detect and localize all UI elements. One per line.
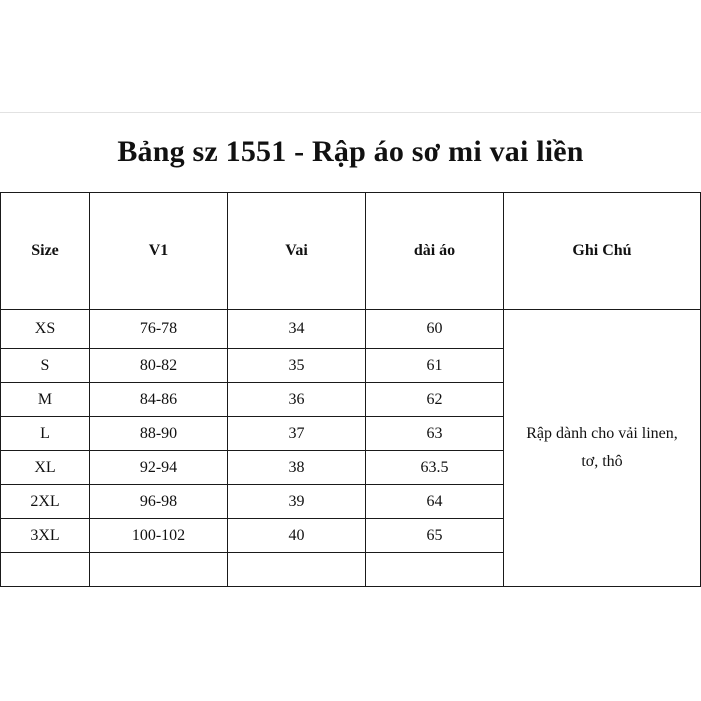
cell-dai-ao: 62 [366,383,504,417]
cell-dai-ao: 65 [366,519,504,553]
cell-v1: 92-94 [90,451,228,485]
cell-v1: 80-82 [90,349,228,383]
cell-size: 3XL [1,519,90,553]
header-ghi-chu: Ghi Chú [504,193,701,310]
cell-v1: 84-86 [90,383,228,417]
cell-v1: 96-98 [90,485,228,519]
note-line-1: Rập dành cho vải linen, [526,425,678,442]
cell-dai-ao: 60 [366,310,504,349]
size-chart-sheet [0,112,701,590]
header-size: Size [1,193,90,310]
cell-dai-ao: 63.5 [366,451,504,485]
header-row [1,193,701,310]
cell-vai: 34 [228,310,366,349]
note-cell [504,310,701,587]
cell-vai: 37 [228,417,366,451]
cell-size: XL [1,451,90,485]
cell-dai-ao [366,553,504,587]
cell-dai-ao: 61 [366,349,504,383]
cell-size: L [1,417,90,451]
cell-v1: 76-78 [90,310,228,349]
cell-size: 2XL [1,485,90,519]
header-dai-ao: dài áo [366,193,504,310]
cell-vai: 36 [228,383,366,417]
page-title: Bảng sz 1551 - Rập áo sơ mi vai liền [117,135,584,168]
cell-dai-ao: 63 [366,417,504,451]
cell-vai: 39 [228,485,366,519]
cell-vai: 40 [228,519,366,553]
cell-size [1,553,90,587]
cell-vai [228,553,366,587]
title-bar [0,112,701,192]
cell-v1: 88-90 [90,417,228,451]
cell-size: M [1,383,90,417]
cell-dai-ao: 64 [366,485,504,519]
header-v1: V1 [90,193,228,310]
cell-size: S [1,349,90,383]
size-table [0,192,701,587]
cell-size: XS [1,310,90,349]
table-row [1,310,701,349]
cell-v1: 100-102 [90,519,228,553]
note-line-2: tơ, thô [581,453,623,470]
cell-vai: 38 [228,451,366,485]
cell-vai: 35 [228,349,366,383]
header-vai: Vai [228,193,366,310]
cell-v1 [90,553,228,587]
